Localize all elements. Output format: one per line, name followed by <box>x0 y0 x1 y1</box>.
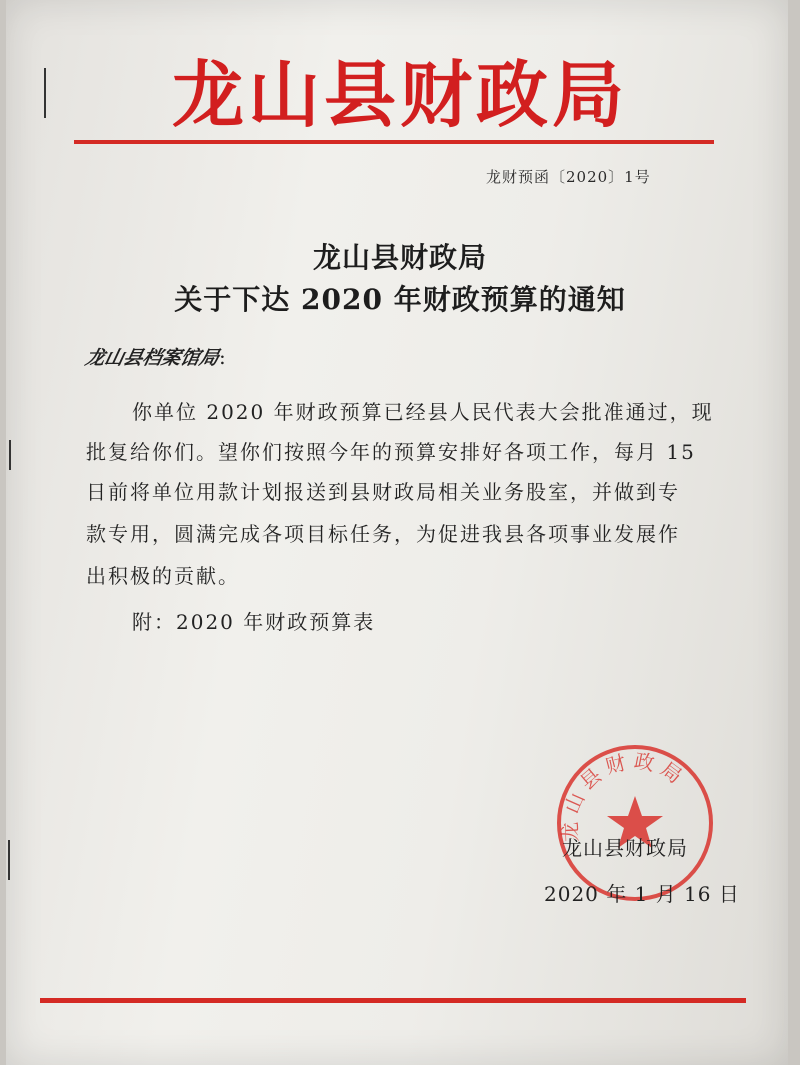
recipient-handwritten: 龙山县档案馆局 <box>83 347 222 369</box>
recipient-colon: : <box>219 345 226 369</box>
body-line: 款专用，圆满完成各项目标任务，为促进我县各项事业发展作 <box>86 522 680 546</box>
issue-date: 2020 年 1 月 16 日 <box>544 882 740 906</box>
document-number: 龙财预函〔2020〕1号 <box>486 168 651 186</box>
issuer-signature: 龙山县财政局 <box>562 836 688 860</box>
body-line: 日前将单位用款计划报送到县财政局相关业务股室，并做到专 <box>86 480 680 504</box>
letterhead-rule <box>74 140 714 144</box>
body-line: 批复给你们。望你们按照今年的预算安排好各项工作，每月 15 <box>86 440 696 464</box>
edge-mark <box>8 840 10 880</box>
attachment-line: 附：2020 年财政预算表 <box>132 610 376 634</box>
notice-title-line1: 龙山县财政局 <box>312 241 487 274</box>
notice-title-line2: 关于下达 2020 年财政预算的通知 <box>174 283 626 316</box>
body-line: 你单位 2020 年财政预算已经县人民代表大会批准通过，现 <box>132 400 714 424</box>
body-line: 出积极的贡献。 <box>86 564 240 588</box>
edge-mark <box>9 440 11 470</box>
footer-rule <box>40 998 746 1003</box>
recipient <box>83 343 226 370</box>
letterhead-title: 龙山县财政局 <box>171 53 628 137</box>
seal-text: 龙山县财政局 <box>557 748 692 843</box>
